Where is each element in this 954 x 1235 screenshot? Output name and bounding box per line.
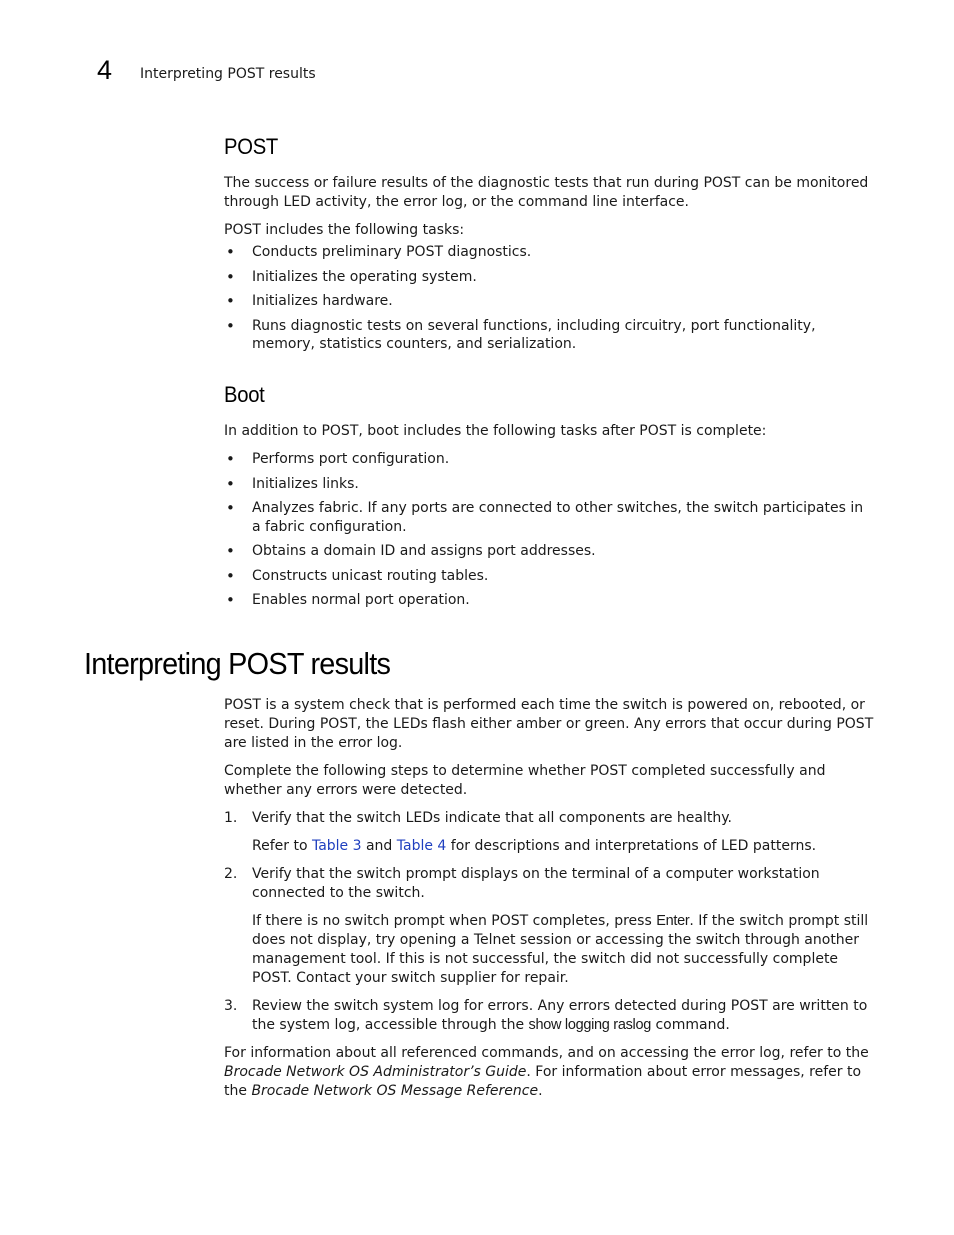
step-note — [252, 837, 874, 856]
step-text: Verify that the switch LEDs indicate that all components are healthy. — [252, 810, 732, 826]
step-3 — [224, 997, 874, 1035]
closing-paragraph — [224, 1044, 874, 1101]
note-text: . If the switch prompt still does not display, try opening a Telnet session or accessing the switch through another management tool. If this is not successful, the switch did not successfully complete POST. Contact your switch supplier for repair. — [252, 913, 869, 986]
closing-text: For information about all referenced commands, and on accessing the error log, refer to the — [224, 1045, 869, 1061]
closing-text: . For information about error messages, refer to the — [224, 1064, 862, 1099]
boot-heading: Boot — [224, 382, 265, 407]
step-1 — [224, 809, 874, 856]
step-number: 1. — [224, 810, 238, 826]
note-text: Refer to — [252, 838, 312, 854]
running-header-title: Interpreting POST results — [140, 66, 316, 82]
post-task-list — [224, 243, 874, 354]
list-item: • Runs diagnostic tests on several functions, including circuitry, port functionality, memory, statistics counters, and serialization. — [224, 317, 874, 354]
steps-list — [224, 809, 874, 1035]
section-heading: Interpreting POST results — [84, 646, 391, 681]
message-reference-title: Brocade Network OS Message Reference — [251, 1083, 539, 1099]
boot-section — [224, 382, 874, 408]
boot-body — [224, 422, 874, 610]
boot-intro: In addition to POST, boot includes the following tasks after POST is complete: — [224, 423, 767, 439]
interpret-para-1: POST is a system check that is performed each time the switch is powered on, rebooted, or reset. During POST, the LEDs flash either amber or green. Any errors that occur during POST are listed in the error log. — [224, 697, 874, 751]
list-item: • Initializes hardware. — [224, 292, 874, 311]
boot-task-list — [224, 450, 874, 610]
enter-key: Enter — [656, 913, 690, 929]
table-3-link[interactable]: Table 3 — [311, 838, 362, 854]
post-heading: POST — [224, 134, 279, 159]
note-text: and — [361, 838, 397, 854]
interpret-para-2: Complete the following steps to determine whether POST completed successfully and whether any errors were detected. — [224, 763, 826, 798]
command-text: show logging raslog — [528, 1017, 651, 1033]
chapter-number: 4 — [97, 55, 113, 85]
post-section — [224, 134, 874, 160]
step-text: Review the switch system log for errors. Any errors detected during POST are written to the system log, accessible through the — [252, 998, 868, 1033]
step-note — [252, 912, 874, 988]
step-number: 2. — [224, 866, 238, 882]
step-2 — [224, 865, 874, 988]
step-text: Verify that the switch prompt displays on the terminal of a computer workstation connected to the switch. — [252, 866, 820, 901]
list-item: • Obtains a domain ID and assigns port addresses. — [224, 542, 874, 561]
list-item: • Initializes the operating system. — [224, 268, 874, 287]
post-intro: The success or failure results of the diagnostic tests that run during POST can be monitored through LED activity, the error log, or the command line interface. — [224, 175, 869, 210]
note-text: for descriptions and interpretations of LED patterns. — [446, 838, 817, 854]
table-4-link[interactable]: Table 4 — [396, 838, 447, 854]
step-text: command. — [651, 1017, 730, 1033]
list-item: • Conducts preliminary POST diagnostics. — [224, 243, 874, 262]
list-item: • Initializes links. — [224, 475, 874, 494]
list-item: • Performs port configuration. — [224, 450, 874, 469]
list-item: • Analyzes fabric. If any ports are connected to other switches, the switch participates in a fabric configuration. — [224, 499, 874, 536]
admin-guide-title: Brocade Network OS Administrator’s Guide — [224, 1064, 527, 1080]
step-number: 3. — [224, 998, 238, 1014]
closing-text: . — [538, 1083, 543, 1099]
list-item: • Enables normal port operation. — [224, 591, 874, 610]
post-tasks-lead: POST includes the following tasks: — [224, 222, 465, 238]
list-item: • Constructs unicast routing tables. — [224, 567, 874, 586]
interpret-body — [224, 696, 874, 1101]
post-body — [224, 174, 874, 354]
note-text: If there is no switch prompt when POST completes, press — [252, 913, 657, 929]
